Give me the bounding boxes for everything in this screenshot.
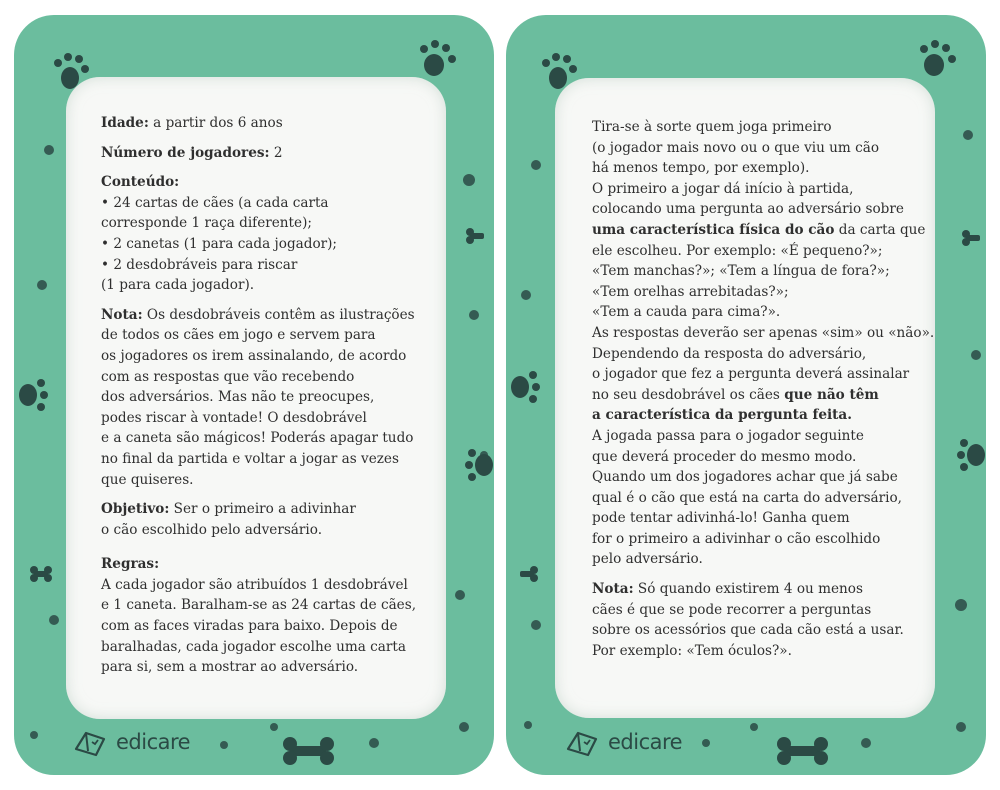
text-line: o jogador que fez a pergunta deverá assinalar: [592, 366, 910, 383]
text-line: podes riscar à vontade! O desdobrável: [101, 409, 367, 426]
text-line: que quiseres.: [101, 471, 194, 488]
text-line: Tira-se à sorte quem joga primeiro: [592, 119, 832, 135]
text-line: Por exemplo: «Tem óculos?».: [592, 642, 792, 659]
rules-text: [101, 113, 421, 687]
text-line: dos adversários. Mas não te preocupes,: [101, 389, 375, 406]
nota-label: Nota:: [101, 306, 143, 323]
text-line: • 2 canetas (1 para cada jogador);: [101, 235, 338, 252]
regras-label: Regras:: [101, 556, 160, 573]
text-line: A cada jogador são atribuídos 1 desdobrável: [101, 576, 408, 593]
text-line: com as respostas que vão recebendo: [101, 368, 355, 385]
rules-card-right: [506, 15, 986, 775]
brand-name: edicare: [116, 730, 191, 754]
text-line: Quando um dos jogadores achar que já sabe: [592, 469, 898, 486]
text-line: Só quando existirem 4 ou menos: [633, 581, 863, 598]
conteudo-label: Conteúdo:: [101, 174, 180, 191]
jogadores-value: 2: [269, 144, 283, 161]
text-line: corresponde 1 raça diferente);: [101, 215, 312, 232]
text-panel: [555, 78, 935, 718]
jogadores-label: Número de jogadores:: [101, 144, 270, 161]
text-line: «Tem orelhas arrebitadas?»;: [592, 283, 789, 300]
text-line: As respostas deverão ser apenas «sim» ou «não».: [592, 324, 935, 341]
text-line: pelo adversário.: [592, 551, 703, 568]
rules-text: [592, 117, 935, 670]
bold-phrase: uma característica física do cão: [592, 221, 835, 238]
text-line: da carta que: [834, 221, 926, 238]
text-line: «Tem manchas?»; «Tem a língua de fora?»;: [592, 263, 890, 280]
text-line: (1 para cada jogador).: [101, 277, 255, 294]
text-line: com as faces viradas para baixo. Depois de: [101, 618, 398, 635]
text-line: ele escolheu. Por exemplo: «É pequeno?»;: [592, 242, 883, 259]
text-line: sobre os acessórios que cada cão está a usar.: [592, 622, 904, 639]
text-line: no seu desdobrável os cães: [592, 386, 785, 403]
text-line: O primeiro a jogar dá início à partida,: [592, 180, 854, 197]
text-line: • 2 desdobráveis para riscar: [101, 256, 298, 273]
text-line: for o primeiro a adivinhar o cão escolhido: [592, 530, 881, 547]
brand-name: edicare: [608, 730, 683, 754]
nota-label: Nota:: [592, 581, 634, 598]
text-line: e 1 caneta. Baralham-se as 24 cartas de cães,: [101, 597, 417, 614]
text-line: baralhadas, cada jogador escolhe uma carta: [101, 638, 406, 655]
rules-card-left: [14, 15, 494, 775]
idade-value: a partir dos 6 anos: [148, 115, 283, 131]
edicare-logo: [72, 722, 190, 762]
book-icon: [564, 727, 600, 757]
text-line: colocando uma pergunta ao adversário sobre: [592, 201, 904, 218]
idade-label: Idade:: [101, 115, 149, 131]
text-line: cães é que se pode recorrer a perguntas: [592, 601, 872, 618]
text-line: Ser o primeiro a adivinhar: [169, 501, 356, 518]
text-line: • 24 cartas de cães (a cada carta: [101, 194, 329, 211]
edicare-logo: [564, 722, 682, 762]
objetivo-label: Objetivo:: [101, 501, 170, 518]
text-line: qual é o cão que está na carta do adversário,: [592, 489, 903, 506]
text-line: de todos os cães em jogo e servem para: [101, 327, 376, 344]
bold-phrase: que não têm: [784, 386, 879, 403]
text-line: e a caneta são mágicos! Poderás apagar tudo: [101, 430, 414, 447]
text-line: o cão escolhido pelo adversário.: [101, 521, 323, 538]
text-line: os jogadores os irem assinalando, de acordo: [101, 347, 407, 364]
text-line: Dependendo da resposta do adversário,: [592, 345, 867, 362]
text-line: pode tentar adivinhá-lo! Ganha quem: [592, 510, 850, 527]
text-line: no final da partida e voltar a jogar as vezes: [101, 450, 399, 467]
text-line: «Tem a cauda para cima?».: [592, 304, 781, 321]
text-line: A jogada passa para o jogador seguinte: [592, 427, 864, 444]
text-line: há menos tempo, por exemplo).: [592, 160, 810, 177]
text-line: (o jogador mais novo ou o que viu um cão: [592, 139, 880, 156]
book-icon: [72, 727, 108, 757]
text-line: para si, sem a mostrar ao adversário.: [101, 659, 359, 676]
text-line: que deverá proceder do mesmo modo.: [592, 448, 857, 465]
bold-phrase: a característica da pergunta feita.: [592, 407, 852, 424]
text-line: Os desdobráveis contêm as ilustrações: [142, 306, 415, 323]
text-panel: [66, 77, 446, 719]
